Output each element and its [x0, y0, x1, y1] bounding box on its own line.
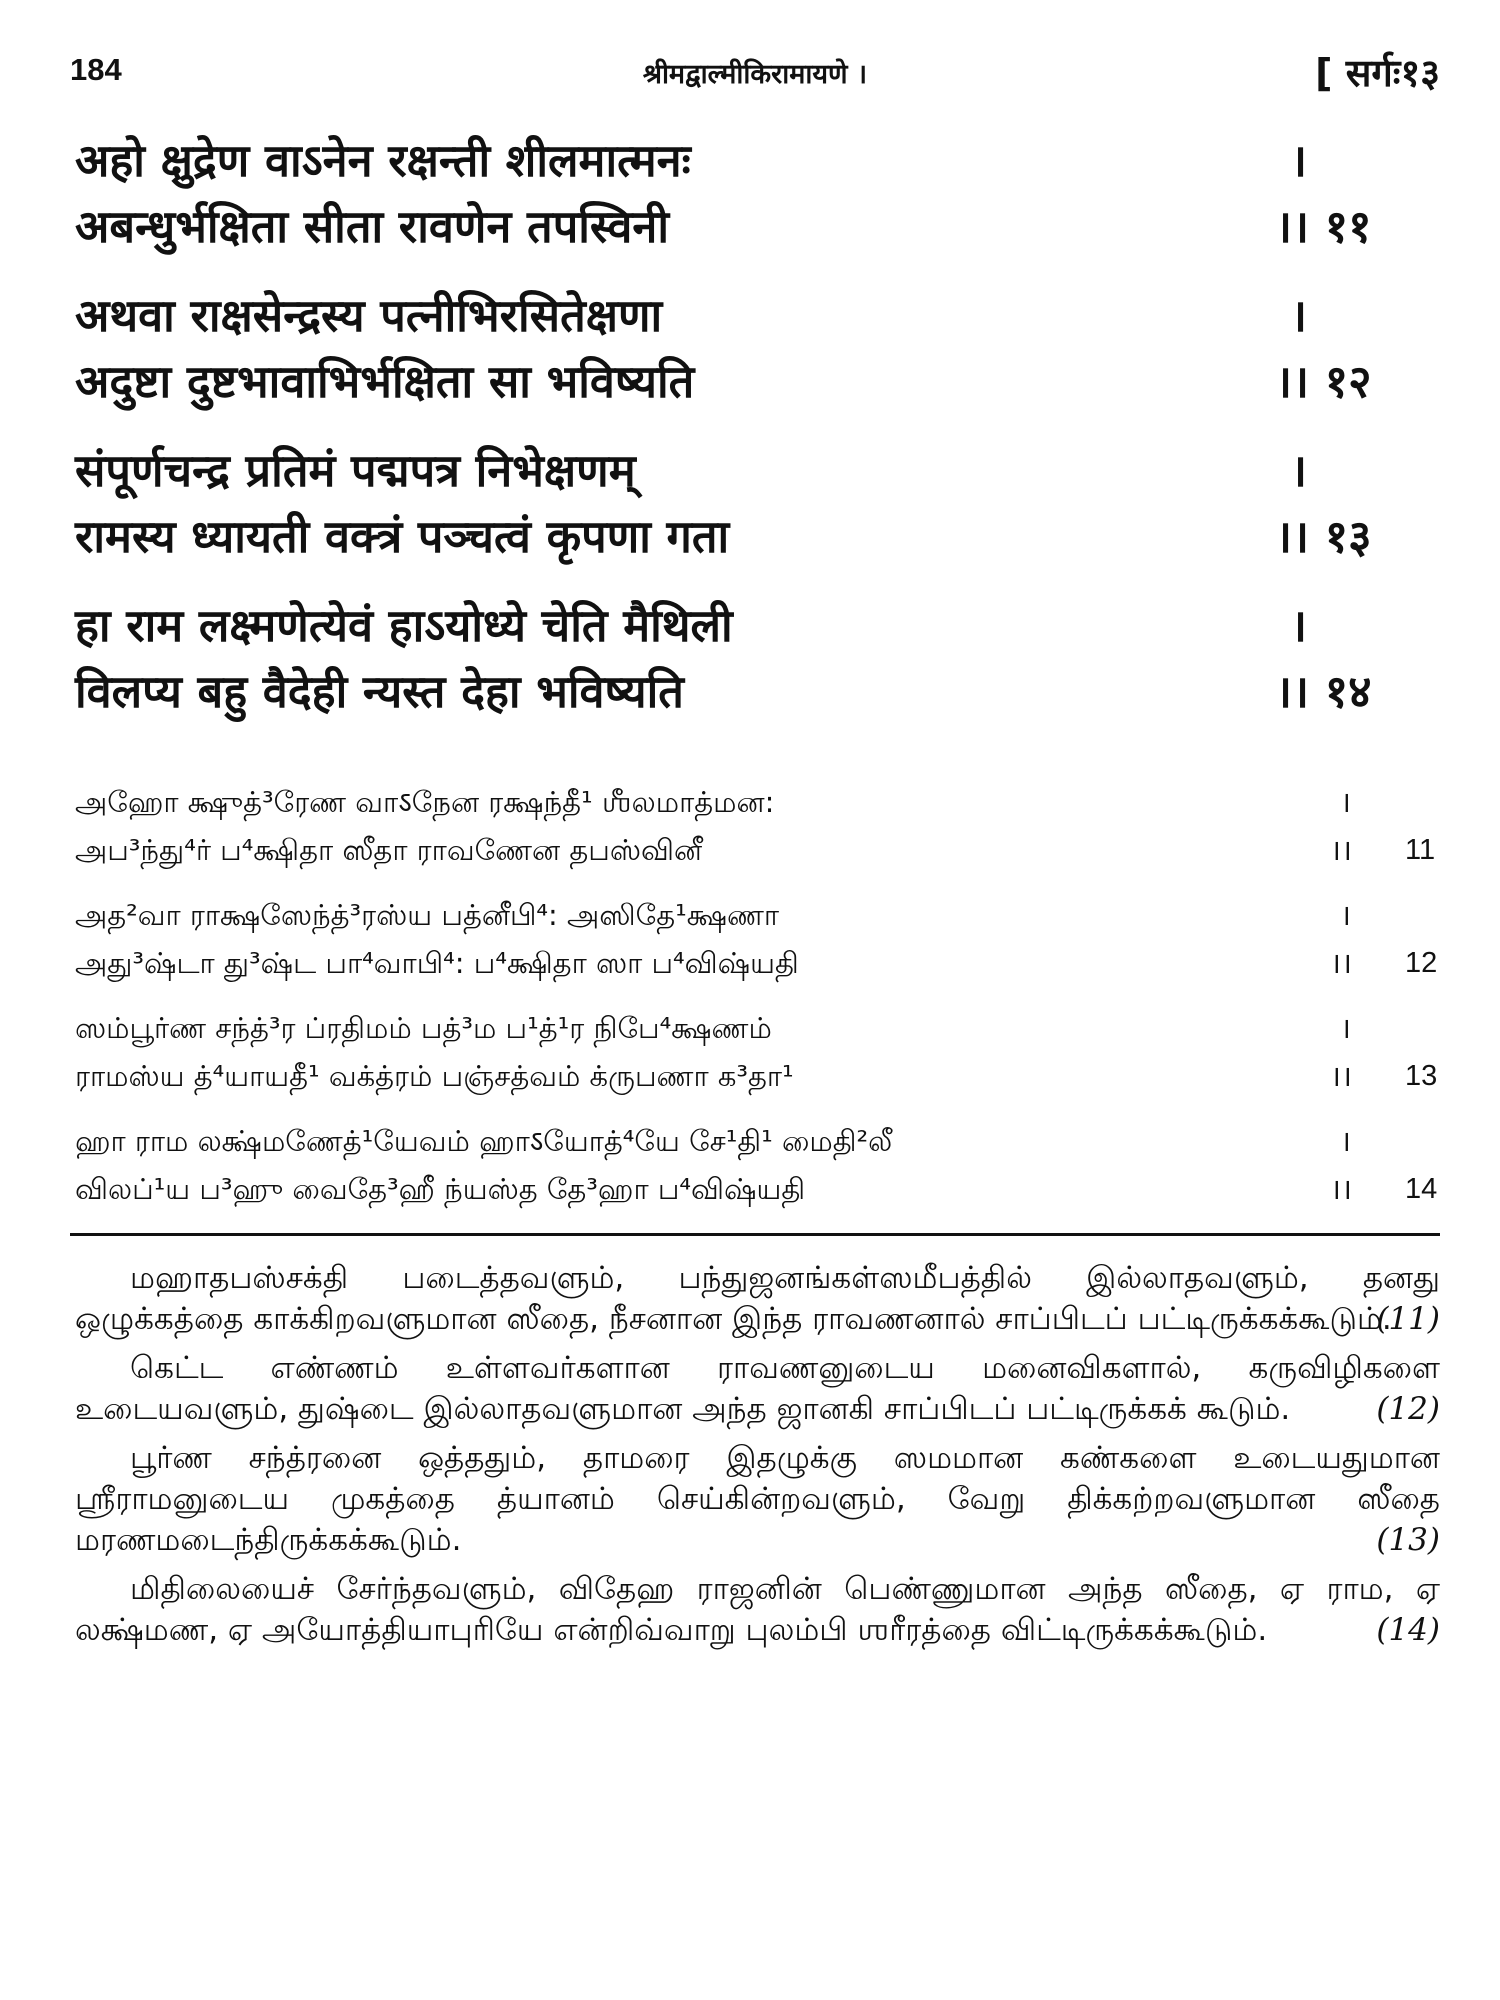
translit-line [75, 1165, 1440, 1213]
verse-line [75, 593, 1440, 659]
verse-text: अहो क्षुद्रेण वाऽनेन रक्षन्ती शीलमात्मनः [75, 134, 691, 187]
commentary-paragraph [75, 1258, 1440, 1340]
commentary-text: மிதிலையைச் சேர்ந்தவளும், விதேஹ ராஜனின் பெண்ணுமான அந்த ஸீதை, ஏ ராம, ஏ லக்ஷ்மண, ஏ அயோத்தியாபுரியே என்றிவ்வாறு புலம்பி ஶரீரத்தை விட்டிருக்கக்கூடும். [75, 1571, 1440, 1648]
verse-reference: (12) [1376, 1391, 1440, 1427]
translit-text: அத²வா ராக்ஷஸேந்த்³ரஸ்ய பத்னீபி⁴: அஸிதே¹க்ஷணா [75, 898, 780, 932]
danda: । [1290, 289, 1308, 342]
verse-line [75, 194, 1440, 260]
section-divider [70, 1233, 1440, 1236]
verse-number: ।। ११ [1275, 200, 1372, 253]
verse-text: हा राम लक्ष्मणेत्येवं हाऽयोध्ये चेति मैथिली [75, 599, 733, 652]
double-danda: ।। [1330, 833, 1352, 867]
commentary-paragraph [75, 1348, 1440, 1430]
tamil-commentary [75, 1258, 1440, 1659]
danda: । [1340, 1011, 1351, 1045]
verse-text: विलप्य बहु वैदेही न्यस्त देहा भविष्यति [75, 665, 684, 718]
translit-text: விலப்¹ய ப³ஹு வைதே³ஹீ ந்யஸ்த தே³ஹா ப⁴விஷ்யதி [75, 1172, 806, 1206]
verse-reference: (14) [1376, 1612, 1440, 1648]
translit-text: ஸம்பூர்ண சந்த்³ர ப்ரதிமம் பத்³ம ப¹த்¹ர நிபே⁴க்ஷணம் [75, 1011, 772, 1045]
double-danda: ।। [1330, 946, 1352, 980]
sanskrit-verse-14 [75, 593, 1440, 725]
running-title: श्रीमद्वाल्मीकिरामायणे । [642, 59, 868, 90]
danda: । [1340, 898, 1351, 932]
double-danda: ।। [1330, 1172, 1352, 1206]
translit-line [75, 1117, 1440, 1165]
sanskrit-verse-12 [75, 283, 1440, 415]
verse-number: 11 [1405, 834, 1436, 866]
translit-line [75, 939, 1440, 987]
translit-text: ராமஸ்ய த்⁴யாயதீ¹ வக்த்ரம் பஞ்சத்வம் க்ருபணா க³தா¹ [75, 1059, 794, 1093]
verse-line [75, 283, 1440, 349]
translit-verse-12 [75, 891, 1440, 987]
translit-verse-13 [75, 1004, 1440, 1100]
verse-line [75, 349, 1440, 415]
danda: । [1290, 599, 1308, 652]
verse-number: 13 [1405, 1060, 1438, 1092]
verse-reference: (13) [1376, 1522, 1440, 1558]
translit-line [75, 891, 1440, 939]
verse-text: रामस्य ध्यायती वक्त्रं पञ्चत्वं कृपणा गता [75, 510, 730, 563]
verse-text: संपूर्णचन्द्र प्रतिमं पद्मपत्र निभेक्षणम् [75, 444, 636, 497]
commentary-paragraph [75, 1438, 1440, 1561]
verse-number: ।। १३ [1275, 510, 1372, 563]
verse-number: 14 [1405, 1173, 1438, 1205]
verse-number: 12 [1405, 947, 1438, 979]
danda: । [1340, 1124, 1351, 1158]
verse-text: अबन्धुर्भक्षिता सीता रावणेन तपस्विनी [75, 200, 670, 253]
verse-line [75, 659, 1440, 725]
danda: । [1340, 785, 1351, 819]
tamil-transliteration [75, 778, 1440, 1230]
translit-verse-14 [75, 1117, 1440, 1213]
verse-line [75, 438, 1440, 504]
danda: । [1290, 444, 1308, 497]
sanskrit-verse-11 [75, 128, 1440, 260]
translit-text: அப³ந்து⁴ர் ப⁴க்ஷிதா ஸீதா ராவணேன தபஸ்வினீ [75, 833, 703, 867]
translit-text: ஹா ராம லக்ஷ்மணேத்¹யேவம் ஹாऽயோத்⁴யே சே¹தி¹ மைதி²லீ [75, 1124, 893, 1158]
verse-number: ।। १४ [1275, 665, 1372, 718]
sanskrit-verse-13 [75, 438, 1440, 570]
verse-line [75, 504, 1440, 570]
verse-number: ।। १२ [1275, 355, 1372, 408]
sanskrit-verses [75, 128, 1440, 748]
translit-text: அஹோ க்ஷுத்³ரேண வாऽநேன ரக்ஷந்தீ¹ ஶீலமாத்மன: [75, 785, 775, 819]
translit-text: அது³ஷ்டா து³ஷ்ட பா⁴வாபி⁴: ப⁴க்ஷிதா ஸா ப⁴விஷ்யதி [75, 946, 799, 980]
verse-reference: (11) [1376, 1301, 1440, 1337]
commentary-text: பூர்ண சந்த்ரனை ஒத்ததும், தாமரை இதழுக்கு ஸமமான கண்களை உடையதுமான ஸ்ரீராமனுடைய முகத்தை த்யானம் செய்கின்றவளும், வேறு திக்கற்றவளுமான ஸீதை மரணமடைந்திருக்கக்கூடும். [75, 1440, 1440, 1558]
translit-line [75, 778, 1440, 826]
danda: । [1290, 134, 1308, 187]
page-number: 184 [70, 52, 122, 87]
commentary-text: கெட்ட எண்ணம் உள்ளவர்களான ராவணனுடைய மனைவிகளால், கருவிழிகளை உடையவளும், துஷ்டை இல்லாதவளுமான அந்த ஜானகி சாப்பிடப் பட்டிருக்கக் கூடும். [75, 1350, 1440, 1427]
translit-line [75, 1004, 1440, 1052]
translit-verse-11 [75, 778, 1440, 874]
page-header [70, 52, 1440, 112]
sarga-label: [ सर्गः१३ [1315, 51, 1440, 95]
translit-line [75, 1052, 1440, 1100]
verse-text: अथवा राक्षसेन्द्रस्य पत्नीभिरसितेक्षणा [75, 289, 663, 342]
verse-text: अदुष्टा दुष्टभावाभिर्भक्षिता सा भविष्यति [75, 355, 695, 408]
commentary-text: மஹாதபஸ்சக்தி படைத்தவளும், பந்துஜனங்கள்ஸமீபத்தில் இல்லாதவளும், தனது ஒழுக்கத்தை காக்கிறவளுமான ஸீதை, நீசனான இந்த ராவணனால் சாப்பிடப் பட்டிருக்கக்கூடும். [75, 1260, 1440, 1337]
double-danda: ।। [1330, 1059, 1352, 1093]
translit-line [75, 826, 1440, 874]
commentary-paragraph [75, 1569, 1440, 1651]
verse-line [75, 128, 1440, 194]
